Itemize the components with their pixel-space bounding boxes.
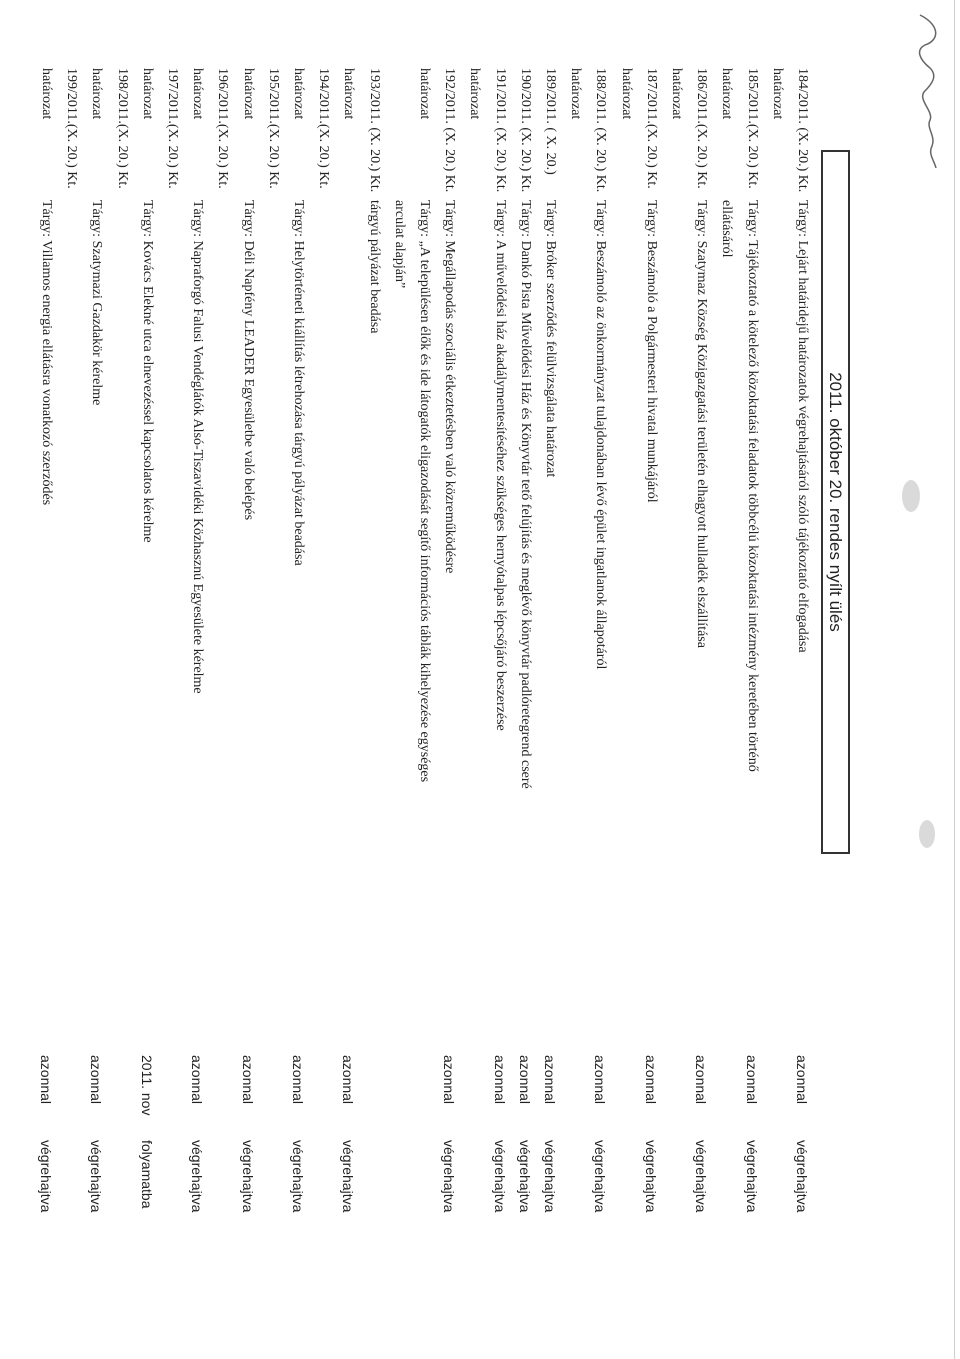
deadline: azonnal [38, 1055, 54, 1105]
status-text: végrehajtva [592, 1140, 609, 1213]
resolution-id: határozat [669, 68, 684, 120]
resolution-id: határozat [618, 68, 634, 120]
status-text: végrehajtva [189, 1140, 206, 1213]
deadline: 2011. nov [138, 1055, 155, 1116]
resolution-id: 191/2011. (X. 20.) Kt. [492, 68, 508, 193]
resolution-subject: Tárgy: Bróker szerződés felülvizsgálata határozat [543, 200, 558, 478]
resolution-subject: Tárgy: Napraforgó Falusi Vendéglátók Alsó-Tiszavidéki Közhasznú Egyesülete kérelme [190, 200, 206, 694]
resolution-subject: tárgyú pályázat beadása [366, 200, 382, 334]
resolution-subject: Tárgy: Déli Napfény LEADER Egyesületbe való belépés [240, 200, 256, 521]
resolution-id: 198/2011.(X. 20.) Kt. [114, 68, 130, 189]
resolution-id: határozat [89, 68, 105, 120]
resolution-subject: Tárgy: Megállapodás szociális étkeztetésben való közreműködésre [442, 200, 458, 574]
resolution-subject: arculat alapján” [391, 200, 407, 289]
status-text: folyamatba [138, 1140, 155, 1209]
resolution-id: határozat [190, 68, 206, 120]
resolution-id: határozat [769, 68, 785, 120]
resolution-id: 189/2011. ( X. 20.) [543, 68, 558, 175]
deadline: azonnal [340, 1055, 357, 1105]
resolution-row [616, 0, 634, 1359]
resolution-id: 188/2011. (X. 20.) Kt. [593, 68, 609, 193]
resolution-id: 199/2011.(X. 20.) Kt. [64, 68, 80, 189]
status-text: végrehajtva [38, 1140, 54, 1213]
deadline: azonnal [189, 1055, 206, 1105]
status-text: végrehajtva [239, 1140, 256, 1213]
resolution-id: határozat [467, 68, 483, 120]
resolution-row [112, 0, 130, 1359]
deadline: azonnal [239, 1055, 256, 1105]
deadline: azonnal [693, 1055, 710, 1105]
deadline: azonnal [642, 1055, 659, 1105]
resolution-id: határozat [341, 68, 357, 120]
resolution-row [515, 0, 533, 1359]
resolution-row [389, 0, 407, 1359]
deadline: azonnal [542, 1055, 558, 1105]
status-text: végrehajtva [794, 1140, 810, 1213]
resolution-subject: Tárgy: Lejárt határidejű határozatok végrehajtásáról szóló tájékoztató elfogadása [795, 200, 810, 653]
margin-line [954, 0, 955, 1359]
status-text: végrehajtva [743, 1140, 760, 1213]
resolution-row [590, 0, 608, 1359]
status-text: végrehajtva [516, 1140, 533, 1213]
resolution-row [364, 0, 382, 1359]
resolution-id: 186/2011.(X. 20.) Kt. [694, 68, 710, 189]
status-text: végrehajtva [290, 1140, 306, 1213]
resolution-id: határozat [568, 68, 584, 120]
resolution-row [36, 0, 54, 1359]
resolution-row [414, 0, 432, 1359]
deadline: azonnal [290, 1055, 306, 1105]
resolution-subject: Tárgy: „A településen élők és ide látogatók eligazodását segítő információs táblák kihelyezése egységes [417, 200, 432, 783]
resolution-id: határozat [39, 68, 54, 120]
status-text: végrehajtva [340, 1140, 357, 1213]
resolution-row [187, 0, 205, 1359]
resolution-row [490, 0, 508, 1359]
resolution-subject: Tárgy: A művelődési ház akadálymentesítéséhez szükséges hernyótalpas lépcsőjáró beszerzése [492, 200, 508, 731]
resolution-subject: Tárgy: Helytörténeti kiállítás létrehozása tárgyú pályázat beadása [291, 200, 306, 566]
resolution-subject: ellátásáról [719, 200, 735, 258]
resolution-row [338, 0, 356, 1359]
resolution-id: 184/2011. (X. 20.) Kt. [795, 68, 810, 193]
resolution-row [641, 0, 659, 1359]
resolution-row [691, 0, 709, 1359]
resolution-row [61, 0, 79, 1359]
deadline: azonnal [88, 1055, 105, 1105]
resolution-row [137, 0, 155, 1359]
resolution-row [792, 0, 810, 1359]
resolution-row [464, 0, 482, 1359]
resolution-id: határozat [139, 68, 155, 120]
status-text: végrehajtva [88, 1140, 105, 1213]
resolution-row [162, 0, 180, 1359]
binder-hole-mark [919, 820, 935, 848]
resolution-id: 192/2011. (X. 20.) Kt. [442, 68, 458, 193]
handwritten-signature [900, 0, 960, 180]
resolution-id: 194/2011.(X. 20.) Kt. [316, 68, 332, 189]
resolution-row [263, 0, 281, 1359]
resolution-id: határozat [417, 68, 432, 120]
status-text: végrehajtva [491, 1140, 508, 1213]
resolution-id: 193/2011. (X. 20.) Kt. [366, 68, 382, 193]
resolution-row [540, 0, 558, 1359]
deadline: azonnal [592, 1055, 609, 1105]
resolution-subject: Tárgy: Dankó Pista Művelődési Ház és Könyvtár tető felújítás és meglévő könyvtár padlóretegrend cseré [517, 200, 533, 789]
resolution-id: 196/2011.(X. 20.) Kt. [215, 68, 231, 189]
resolution-subject: Tárgy: Beszámoló az önkormányzat tulajdonában lévő épület ingatlanok állapotáról [593, 200, 609, 670]
status-text: végrehajtva [642, 1140, 659, 1213]
status-text: végrehajtva [542, 1140, 558, 1213]
resolution-row [716, 0, 734, 1359]
deadline: azonnal [794, 1055, 810, 1105]
resolution-subject: Tárgy: Kovács Elekné utca elnevezéssel kapcsolatos kérelme [139, 200, 155, 543]
deadline: azonnal [441, 1055, 458, 1105]
resolution-id: 190/2011. (X. 20.) Kt. [517, 68, 533, 193]
resolution-row [439, 0, 457, 1359]
resolution-id: 185/2011.(X. 20.) Kt. [744, 68, 760, 189]
resolution-subject: Tárgy: Szatymaz Község Közigazgatási területén elhagyott hulladék elszállítása [694, 200, 710, 648]
resolution-id: határozat [719, 68, 735, 120]
resolution-row [313, 0, 331, 1359]
resolution-id: 187/2011.(X. 20.) Kt. [643, 68, 659, 189]
resolution-id: határozat [240, 68, 256, 120]
deadline: azonnal [491, 1055, 508, 1105]
resolution-id: 195/2011.(X. 20.) Kt. [265, 68, 281, 189]
deadline: azonnal [516, 1055, 533, 1105]
resolution-subject: Tárgy: Beszámoló a Polgármesteri hivatal munkájáról [643, 200, 659, 503]
resolution-row [742, 0, 760, 1359]
resolution-row [767, 0, 785, 1359]
resolution-row [288, 0, 306, 1359]
resolution-row [238, 0, 256, 1359]
deadline: azonnal [743, 1055, 760, 1105]
page-title: 2011. október 20. rendes nyílt ülés [821, 150, 850, 854]
binder-hole-mark [902, 480, 920, 512]
resolution-row [666, 0, 684, 1359]
resolution-subject: Tárgy: Tájékoztató a kötelező közoktatási feladatok többcélú közoktatási intézmény keretében történő [744, 200, 760, 772]
resolution-id: határozat [291, 68, 306, 120]
resolution-row [565, 0, 583, 1359]
resolution-row [212, 0, 230, 1359]
resolution-row [86, 0, 104, 1359]
status-text: végrehajtva [441, 1140, 458, 1213]
status-text: végrehajtva [693, 1140, 710, 1213]
resolution-subject: Tárgy: Szatymazi Gazdakör kérelme [89, 200, 105, 406]
resolution-subject: Tárgy: Villamos energia ellátásra vonatkozó szerződés [39, 200, 54, 506]
resolution-id: 197/2011.(X. 20.) Kt. [165, 68, 180, 189]
